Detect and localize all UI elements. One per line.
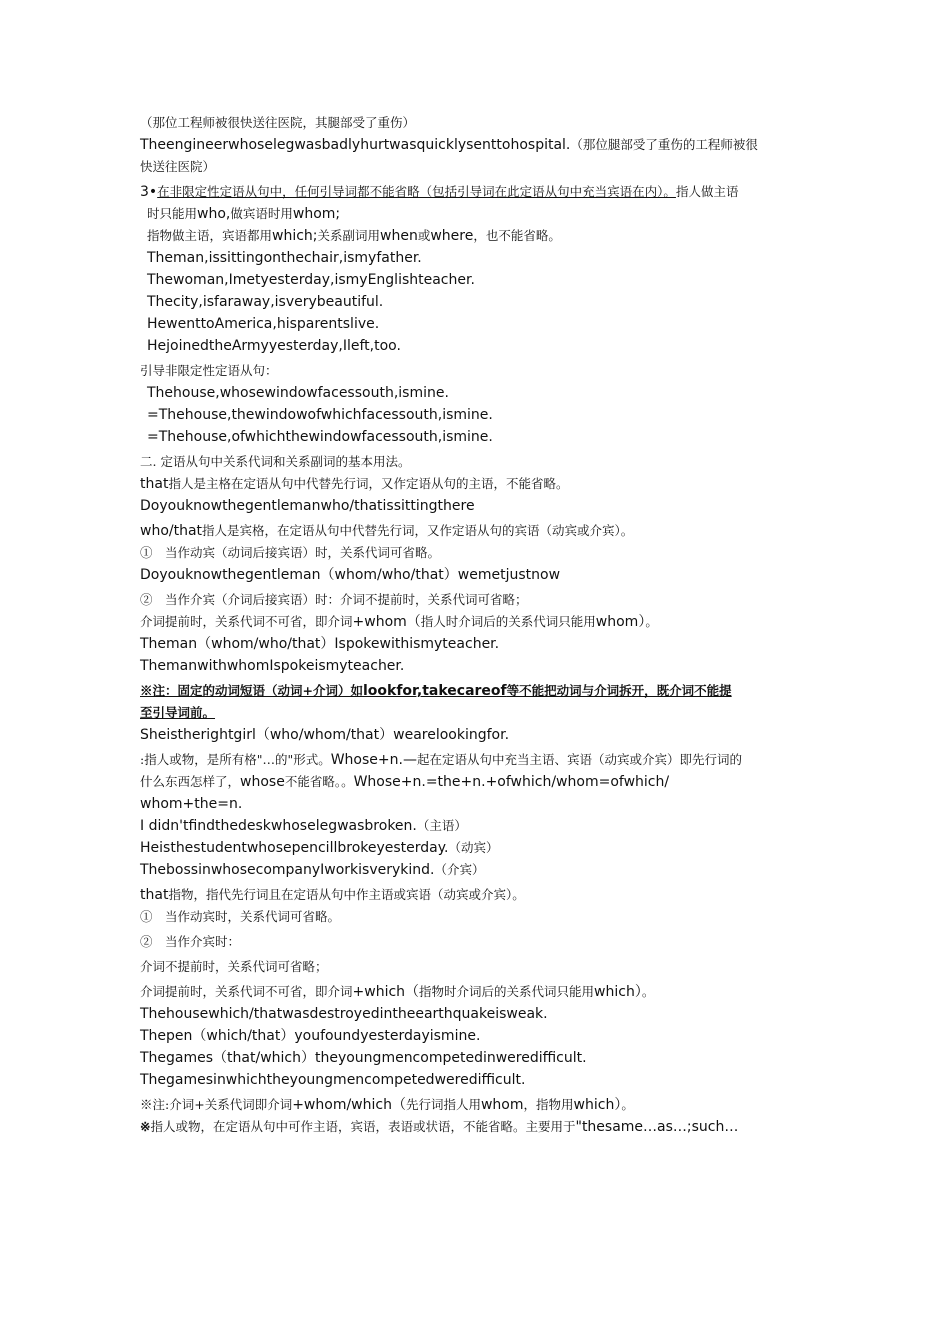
section-heading: 二. 定语从句中关系代词和关系副词的基本用法。	[140, 454, 411, 469]
section-note: 引导非限定性定语从句：	[140, 363, 278, 378]
note-line	[140, 1116, 810, 1138]
example-sentence: Thegamesinwhichtheyoungmencompetedweredifficult.	[140, 1072, 526, 1088]
text: ，指物用	[523, 1097, 574, 1112]
example-sentence: Sheistherightgirl（who/whom/that）wearelookingfor.	[140, 727, 510, 743]
note-line	[140, 1094, 810, 1116]
term: whom	[480, 1097, 524, 1113]
text: 介词+关系代词即介词	[169, 1097, 293, 1112]
example-sentence: Theman（whom/who/that）Ispokewithismyteacher.	[140, 636, 500, 652]
list-item: ② 当作介宾（介词后接宾语）时：介词不提前时，关系代词可省略；	[140, 592, 528, 607]
term: whom;	[292, 206, 341, 222]
example-sentence: Thegames（that/which）theyoungmencompetedinweredifficult.	[140, 1050, 587, 1066]
text: 指人时介词后的关系代词只能用	[420, 614, 596, 629]
example-sentence	[140, 859, 810, 881]
text: 指人是主格在定语从句中代替先行词，又作定语从句的主语，不能省略。	[168, 476, 569, 491]
rule-3-cont	[140, 203, 810, 225]
usage-line	[140, 749, 810, 771]
text: 不能省略。。	[284, 774, 354, 789]
example-sentence: Doyouknowthegentleman（whom/who/that）wemetjustnow	[140, 567, 561, 583]
text: 等不能把动词与介词拆开，既介词不能提	[506, 683, 732, 698]
example-sentence: Doyouknowthegentlemanwho/thatissittingthere	[140, 498, 475, 514]
text: 或	[417, 228, 431, 243]
term: Whose+n.—	[330, 752, 417, 768]
formula-line: whom+the=n.	[140, 796, 243, 812]
example-sentence: HejoinedtheArmyyesterday,Ileft,too.	[147, 338, 401, 354]
example-sentence: Thehousewhich/thatwasdestroyedintheearthquakeisweak.	[140, 1006, 548, 1022]
rule-underlined: 在非限定性定语从句中，任何引导词都不能省略（包括引导词在此定语从句中充当宾语在内）。	[157, 184, 676, 199]
usage-line	[140, 981, 810, 1003]
text: 指物做主语，宾语都用	[147, 228, 273, 243]
note-mark: ※	[140, 1119, 151, 1134]
sentence-en: Theengineerwhoselegwasbadlyhurtwasquicklysenttohospital.	[140, 137, 571, 153]
example-sentence	[140, 815, 810, 837]
sentence-cn: （那位腿部受了重伤的工程师被很	[570, 137, 758, 152]
term: when	[380, 228, 418, 244]
term: whose	[240, 774, 285, 790]
rule-3	[140, 181, 810, 203]
sentence-cn: （动宾）	[448, 840, 499, 855]
text: 。	[645, 614, 658, 629]
example-sentence: Thewoman,Imetyesterday,ismyEnglishteacher.	[147, 272, 475, 288]
text: 做宾语时用	[230, 206, 293, 221]
term: who,	[197, 206, 231, 222]
rule-number: 3•	[140, 184, 158, 200]
rule-text: 指人做主语	[675, 184, 739, 199]
sentence-cn: （主语）	[416, 818, 467, 833]
example-sentence: Theman,issittingonthechair,ismyfather.	[147, 250, 422, 266]
list-item: ② 当作介宾时：	[140, 934, 241, 949]
text: 。	[641, 984, 655, 999]
sentence-cn: （介宾）	[434, 862, 485, 877]
text: 介词提前时，关系代词不可省，即介词	[140, 614, 353, 629]
example-sentence	[140, 134, 810, 156]
text: 什么东西怎样了，	[140, 774, 241, 789]
term: +which（	[352, 984, 420, 1000]
note-bold-cont: 至引导词前。	[140, 705, 216, 720]
term: which;	[272, 228, 318, 244]
term: which）	[573, 1097, 622, 1113]
text: 先行词指人用	[405, 1097, 481, 1112]
example-sentence	[140, 837, 810, 859]
term: whom）	[595, 614, 646, 630]
text: 关系副词用	[317, 228, 381, 243]
term: lookfor,takecareof	[362, 683, 507, 699]
text: ※注：固定的动词短语（动词+介词）如	[140, 683, 363, 698]
example-sentence: ThemanwithwhomIspokeismyteacher.	[140, 658, 405, 674]
example-sentence: =Thehouse,thewindowofwhichfacessouth,ismine.	[147, 407, 493, 423]
example-sentence: Thecity,isfaraway,isverybeautiful.	[147, 294, 384, 310]
example-sentence: HewenttoAmerica,hisparentslive.	[147, 316, 380, 332]
sentence-en: Heisthestudentwhosepencillbrokeyesterday.	[140, 840, 449, 856]
example-sentence: Thepen（which/that）youfoundyesterdayismine.	[140, 1028, 481, 1044]
example-sentence: Thehouse,whosewindowfacessouth,ismine.	[147, 385, 449, 401]
text: :指人或物，是所有格"…的"形式。	[140, 752, 331, 767]
text: 指人是宾格，在定语从句中代替先行词，又作定语从句的宾语（动宾或介宾）。	[202, 523, 634, 538]
term: where	[430, 228, 474, 244]
term: Whose+n.=the+n.+ofwhich/whom=ofwhich/	[353, 774, 670, 790]
text: 介词提前时，关系代词不可省，即介词	[140, 984, 353, 999]
sentence-en: ThebossinwhosecompanyIworkisverykind.	[140, 862, 435, 878]
text: 。	[621, 1097, 634, 1112]
text: ，也不能省略。	[473, 228, 561, 243]
usage-line: 介词不提前时，关系代词可省略；	[140, 959, 328, 974]
term: +whom（	[352, 614, 421, 630]
translation-line: （那位工程师被很快送往医院，其腿部受了重伤）	[140, 115, 416, 130]
note-bold	[140, 680, 810, 702]
usage-line	[140, 520, 810, 542]
rule-3-cont	[140, 225, 810, 247]
translation-continued: 快送往医院）	[140, 159, 216, 174]
term: +whom/which（	[292, 1097, 406, 1113]
text: 指物，指代先行词且在定语从句中作主语或宾语（动宾或介宾）。	[168, 887, 525, 902]
usage-line	[140, 611, 810, 633]
term: that	[140, 476, 169, 492]
sentence-en: I didn'tfindthedeskwhoselegwasbroken.	[140, 818, 417, 834]
list-item: ① 当作动宾时，关系代词可省略。	[140, 909, 341, 924]
example-sentence: =Thehouse,ofwhichthewindowfacessouth,ismine.	[147, 429, 493, 445]
term: which）	[594, 984, 642, 1000]
text: 指物时介词后的关系代词只能用	[419, 984, 595, 999]
list-item: ① 当作动宾（动词后接宾语）时，关系代词可省略。	[140, 545, 441, 560]
text: 指人或物，在定语从句中可作主语，宾语，表语或状语，不能省略。主要用于	[150, 1119, 576, 1134]
text: 起在定语从句中充当主语、宾语（动宾或介宾）即先行词的	[416, 752, 742, 767]
term: "thesame…as…;such…	[575, 1119, 739, 1135]
term: that	[140, 887, 169, 903]
term: who/that	[140, 523, 203, 539]
usage-line	[140, 771, 810, 793]
text: 时只能用	[147, 206, 198, 221]
usage-line	[140, 473, 810, 495]
document-page	[140, 112, 810, 1138]
usage-line	[140, 884, 810, 906]
text: ※注:	[140, 1097, 170, 1112]
